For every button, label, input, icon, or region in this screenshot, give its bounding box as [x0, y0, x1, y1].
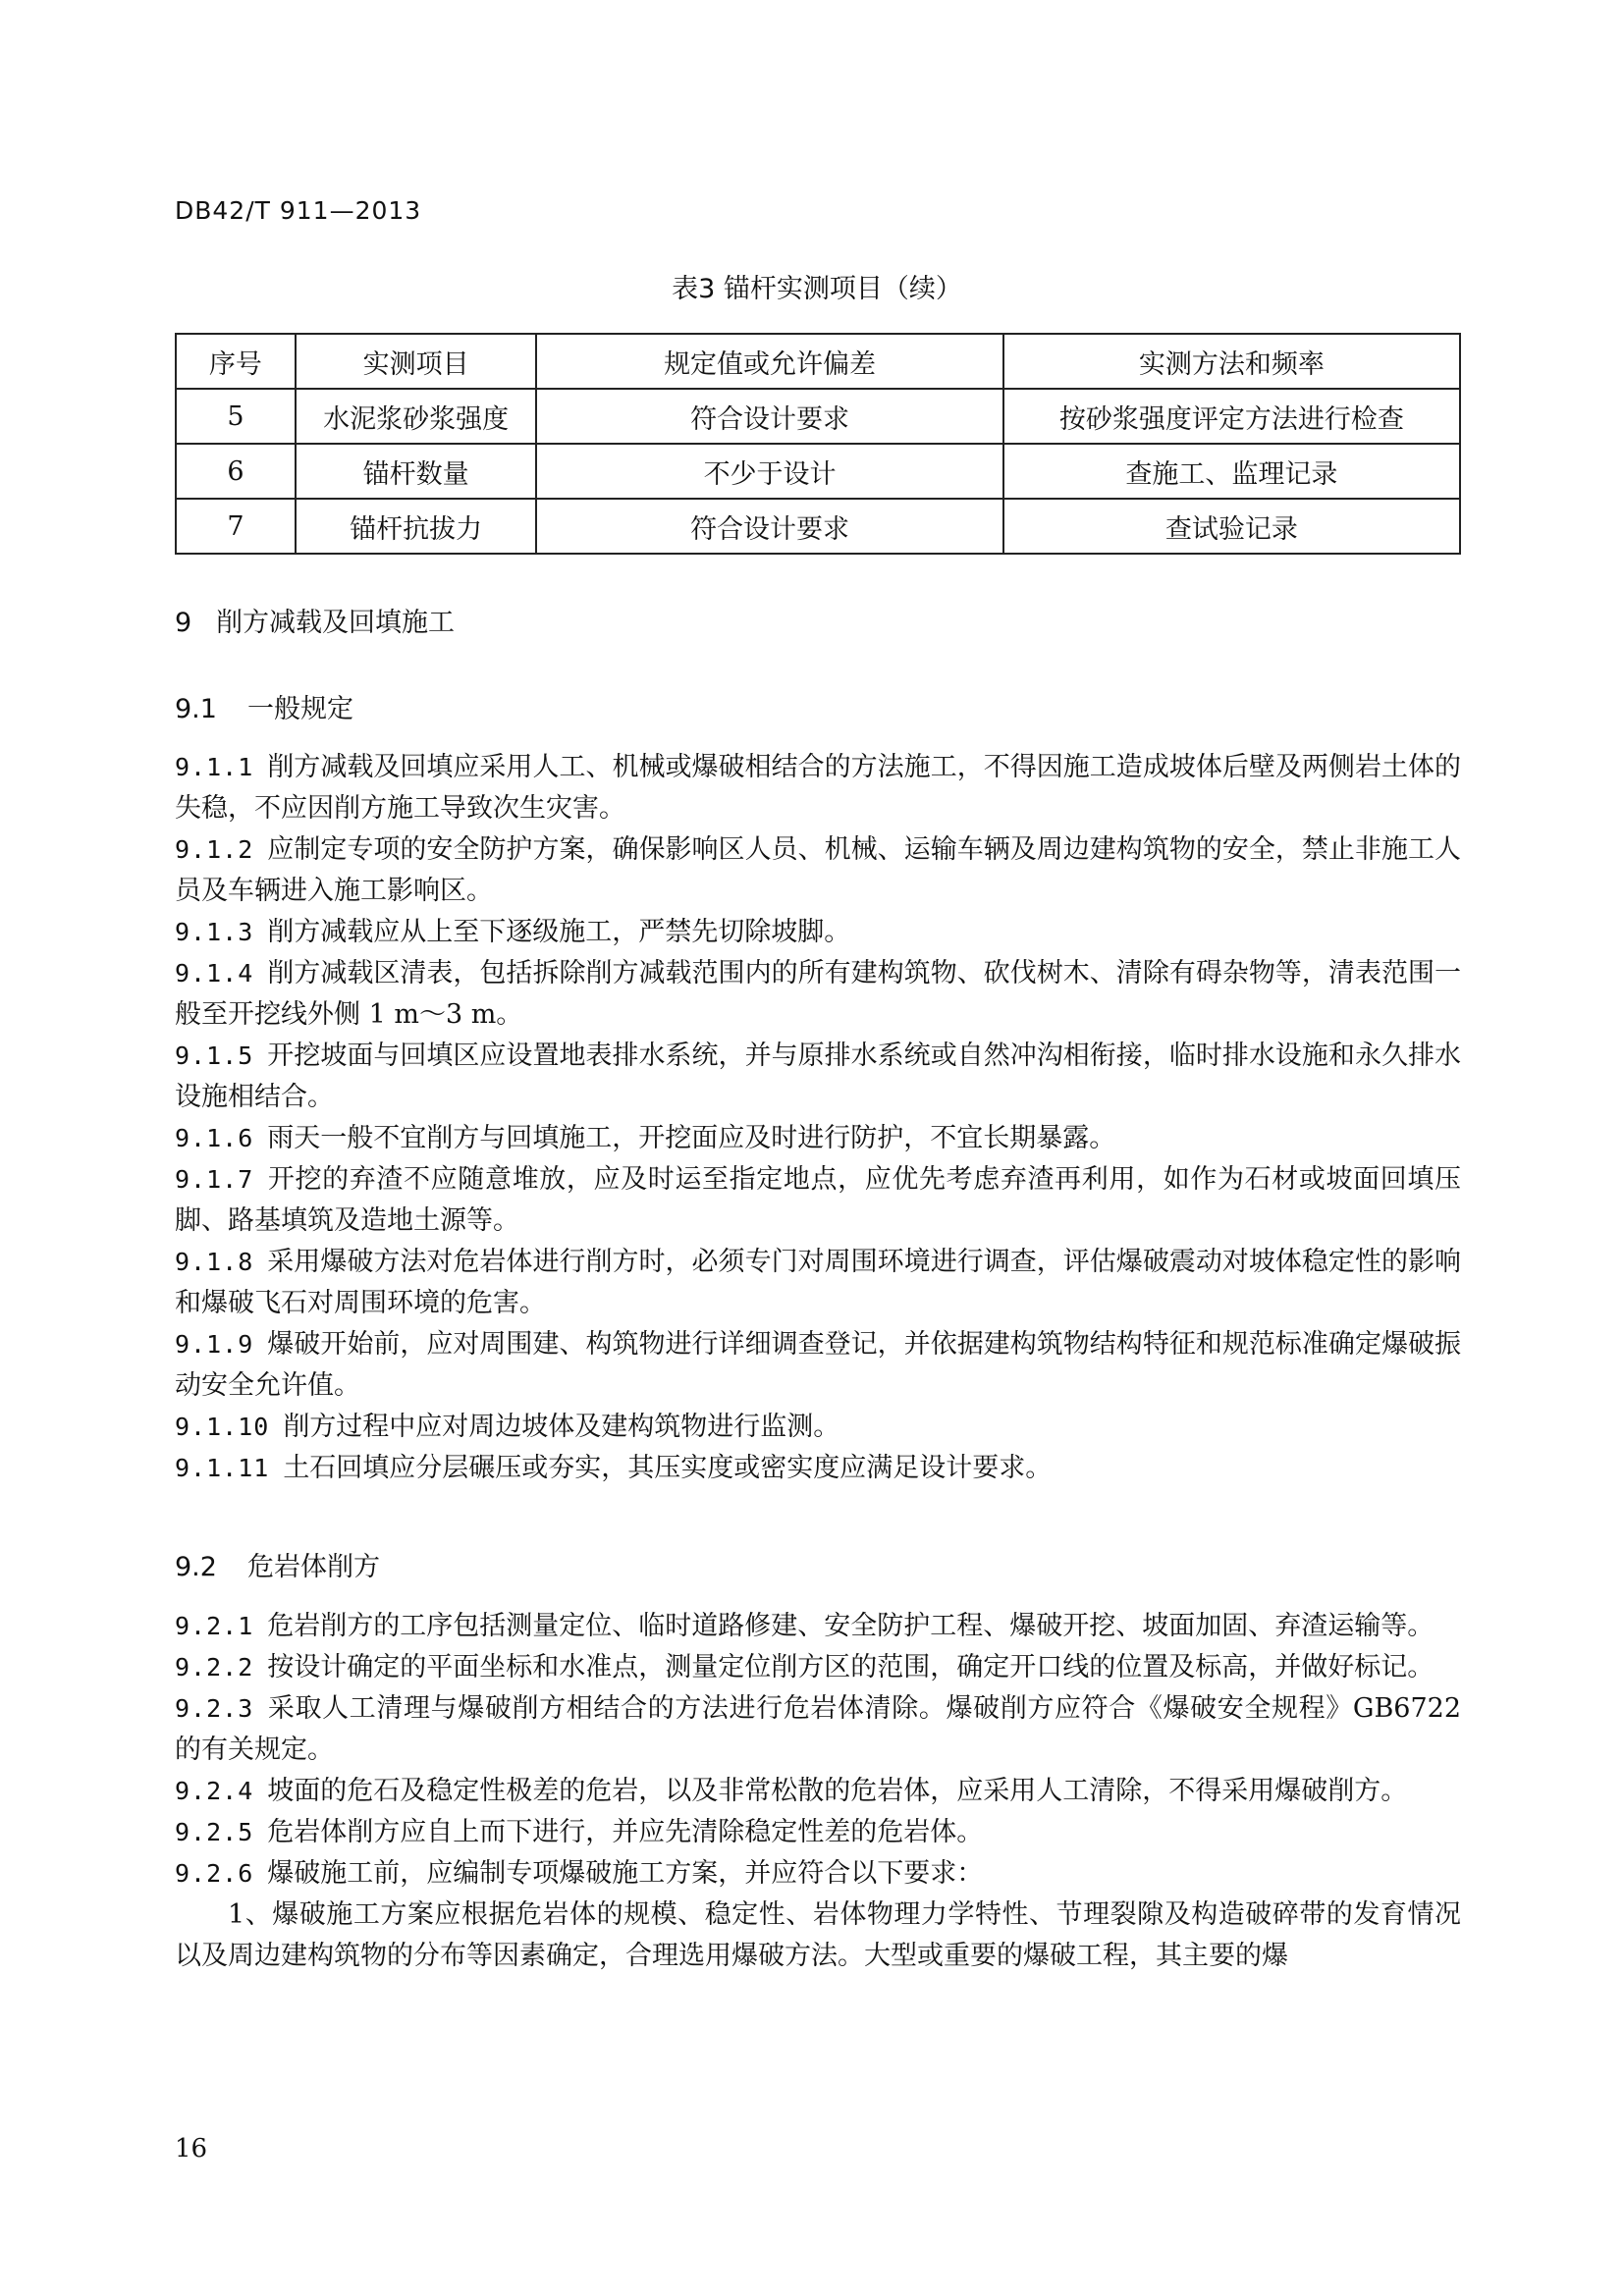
clause-text: 开挖坡面与回填区应设置地表排水系统，并与原排水系统或自然冲沟相衔接，临时排水设施和永久排水设施相结合。 — [175, 1041, 1461, 1112]
clause-number: 9.2.5 — [175, 1818, 254, 1846]
section-heading-9 — [175, 601, 455, 639]
section-title: 危岩体削方 — [247, 1552, 380, 1582]
clause-number: 9.2.2 — [175, 1653, 254, 1682]
clause — [175, 1118, 1461, 1159]
table-cell: 查施工、监理记录 — [1003, 444, 1460, 499]
table-cell: 水泥浆砂浆强度 — [296, 389, 537, 444]
table-row — [176, 389, 1460, 444]
clause-number: 9.1.10 — [175, 1413, 270, 1441]
clause — [175, 1647, 1461, 1688]
clause-number: 9.1.2 — [175, 835, 254, 864]
table-row — [176, 499, 1460, 554]
section-heading-9-2 — [175, 1545, 380, 1583]
table-cell: 符合设计要求 — [536, 389, 1002, 444]
clause — [175, 1159, 1461, 1242]
clause-text: 削方减载区清表，包括拆除削方减载范围内的所有建构筑物、砍伐树木、清除有碍杂物等，清表范围一般至开挖线外侧 1 m～3 m。 — [175, 958, 1461, 1030]
section-9-2-body — [175, 1606, 1461, 1977]
clause — [175, 829, 1461, 912]
clause — [175, 1448, 1461, 1489]
clause-text: 雨天一般不宜削方与回填施工，开挖面应及时进行防护，不宜长期暴露。 — [267, 1123, 1116, 1153]
clause — [175, 1853, 1461, 1895]
table-row — [176, 444, 1460, 499]
section-9-1-body — [175, 747, 1461, 1489]
clause-text: 削方减载应从上至下逐级施工，严禁先切除坡脚。 — [267, 917, 851, 947]
table-cell: 符合设计要求 — [536, 499, 1002, 554]
clause-text: 危岩体削方应自上而下进行，并应先清除稳定性差的危岩体。 — [267, 1817, 984, 1847]
clause-number: 9.1.5 — [175, 1041, 254, 1070]
clause — [175, 1242, 1461, 1324]
clause — [175, 912, 1461, 953]
table-cell: 不少于设计 — [536, 444, 1002, 499]
table-cell: 6 — [176, 444, 296, 499]
section-number: 9.2 — [175, 1552, 217, 1582]
clause — [175, 1606, 1461, 1647]
document-code: DB42/T 911—2013 — [175, 196, 422, 225]
clause-text: 土石回填应分层碾压或夯实，其压实度或密实度应满足设计要求。 — [283, 1453, 1053, 1483]
section-title: 一般规定 — [247, 694, 353, 724]
clause-text: 危岩削方的工序包括测量定位、临时道路修建、安全防护工程、爆破开挖、坡面加固、弃渣运输等。 — [267, 1611, 1435, 1641]
clause-number: 9.1.3 — [175, 918, 254, 946]
clause — [175, 1036, 1461, 1118]
clause-number: 9.1.9 — [175, 1330, 254, 1359]
clause — [175, 1688, 1461, 1771]
clause-text: 削方减载及回填应采用人工、机械或爆破相结合的方法施工，不得因施工造成坡体后壁及两侧岩土体的失稳，不应因削方施工导致次生灾害。 — [175, 752, 1461, 824]
header-cell: 实测项目 — [296, 334, 537, 389]
clause — [175, 1771, 1461, 1812]
header-cell: 序号 — [176, 334, 296, 389]
header-cell: 规定值或允许偏差 — [536, 334, 1002, 389]
clause-text: 削方过程中应对周边坡体及建构筑物进行监测。 — [283, 1412, 840, 1442]
clause-text: 坡面的危石及稳定性极差的危岩，以及非常松散的危岩体，应采用人工清除，不得采用爆破削方。 — [267, 1776, 1408, 1806]
section-number: 9 — [175, 608, 192, 638]
table-cell: 7 — [176, 499, 296, 554]
clause-text: 按设计确定的平面坐标和水准点，测量定位削方区的范围，确定开口线的位置及标高，并做好标记。 — [267, 1652, 1435, 1682]
clause-number: 9.1.6 — [175, 1124, 254, 1152]
table-cell: 按砂浆强度评定方法进行检查 — [1003, 389, 1460, 444]
page-number: 16 — [175, 2134, 208, 2163]
clause-text: 应制定专项的安全防护方案，确保影响区人员、机械、运输车辆及周边建构筑物的安全，禁止非施工人员及车辆进入施工影响区。 — [175, 834, 1461, 906]
clause-text: 采取人工清理与爆破削方相结合的方法进行危岩体清除。爆破削方应符合《爆破安全规程》GB6722 的有关规定。 — [175, 1693, 1461, 1765]
anchor-test-table — [175, 333, 1461, 555]
table-cell: 锚杆抗拔力 — [296, 499, 537, 554]
section-heading-9-1 — [175, 687, 353, 725]
clause-number: 9.2.1 — [175, 1612, 254, 1640]
clause-text: 爆破施工前，应编制专项爆破施工方案，并应符合以下要求： — [267, 1858, 984, 1889]
section-number: 9.1 — [175, 694, 217, 724]
clause — [175, 1812, 1461, 1853]
table-cell: 锚杆数量 — [296, 444, 537, 499]
clause-number: 9.1.11 — [175, 1454, 270, 1482]
clause — [175, 953, 1461, 1036]
table-header-row — [176, 334, 1460, 389]
clause-text: 开挖的弃渣不应随意堆放，应及时运至指定地点，应优先考虑弃渣再利用，如作为石材或坡面回填压脚、路基填筑及造地土源等。 — [175, 1164, 1461, 1236]
clause — [175, 1407, 1461, 1448]
clause-text: 采用爆破方法对危岩体进行削方时，必须专门对周围环境进行调查，评估爆破震动对坡体稳定性的影响和爆破飞石对周围环境的危害。 — [175, 1247, 1461, 1318]
table-cell: 查试验记录 — [1003, 499, 1460, 554]
list-item: 1、爆破施工方案应根据危岩体的规模、稳定性、岩体物理力学特性、节理裂隙及构造破碎带的发育情况以及周边建构筑物的分布等因素确定，合理选用爆破方法。大型或重要的爆破工程，其主要的爆 — [175, 1899, 1461, 1971]
clause-number: 9.1.1 — [175, 753, 254, 781]
clause — [175, 747, 1461, 829]
table-cell: 5 — [176, 389, 296, 444]
table-title: 表3 锚杆实测项目（续） — [672, 274, 962, 304]
clause-number: 9.1.4 — [175, 959, 254, 988]
clause-number: 9.1.8 — [175, 1248, 254, 1276]
clause-number: 9.1.7 — [175, 1165, 254, 1194]
header-cell: 实测方法和频率 — [1003, 334, 1460, 389]
clause-number: 9.2.3 — [175, 1694, 254, 1723]
clause-number: 9.2.4 — [175, 1777, 254, 1805]
section-title: 削方减载及回填施工 — [216, 608, 455, 638]
clause-number: 9.2.6 — [175, 1859, 254, 1888]
clause — [175, 1324, 1461, 1407]
clause-text: 爆破开始前，应对周围建、构筑物进行详细调查登记，并依据建构筑物结构特征和规范标准确定爆破振动安全允许值。 — [175, 1329, 1461, 1401]
